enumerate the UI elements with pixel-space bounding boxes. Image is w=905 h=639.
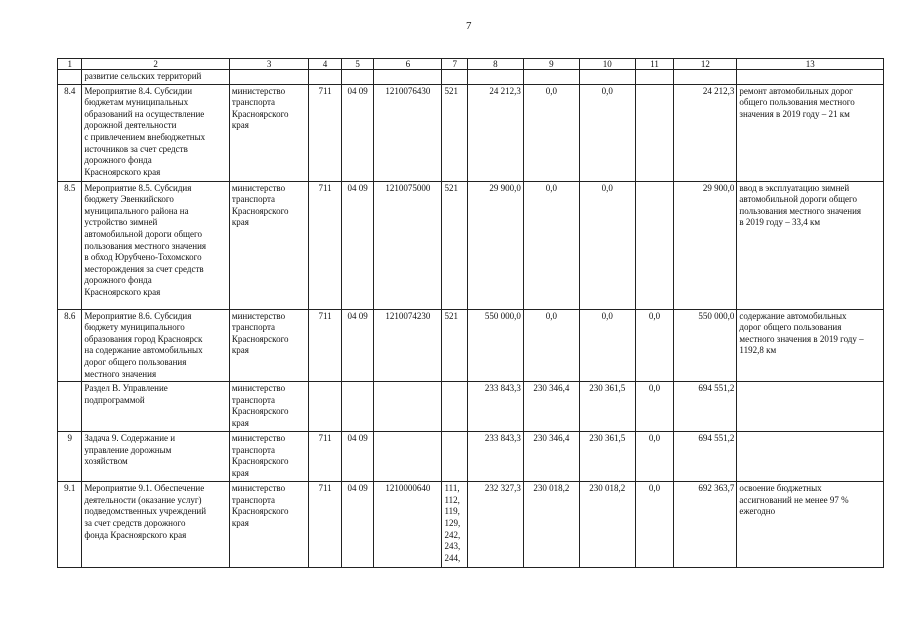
header-cell: 4 <box>309 59 342 70</box>
csr-code <box>374 432 442 482</box>
amount-2021: 0,0 <box>579 84 635 181</box>
amount-2019: 24 212,3 <box>467 84 523 181</box>
table-row <box>58 432 884 482</box>
header-cell: 1 <box>58 59 82 70</box>
executor-name: министерство транспорта Красноярского края <box>229 432 308 482</box>
rzpr-code: 04 09 <box>341 181 374 309</box>
amount-total: 694 551,2 <box>674 432 737 482</box>
amount-2019: 29 900,0 <box>467 181 523 309</box>
rzpr-code: 04 09 <box>341 309 374 382</box>
header-cell: 10 <box>579 59 635 70</box>
amount-2020: 230 346,4 <box>523 432 579 482</box>
amount-2019: 233 843,3 <box>467 382 523 432</box>
executor-name: министерство транспорта Красноярского края <box>229 382 308 432</box>
amount-2021: 230 361,5 <box>579 382 635 432</box>
row-number: 9 <box>58 432 82 482</box>
header-cell: 9 <box>523 59 579 70</box>
row-number: 8.6 <box>58 309 82 382</box>
amount-2022: 0,0 <box>635 309 674 382</box>
executor-name: министерство транспорта Красноярского края <box>229 309 308 382</box>
header-cell: 2 <box>82 59 230 70</box>
amount-2019: 233 843,3 <box>467 432 523 482</box>
amount-2021: 0,0 <box>579 309 635 382</box>
activity-name: Задача 9. Содержание и управление дорожным хозяйством <box>82 432 230 482</box>
amount-2021: 230 018,2 <box>579 482 635 568</box>
amount-total: 29 900,0 <box>674 181 737 309</box>
amount-2021: 230 361,5 <box>579 432 635 482</box>
header-cell: 3 <box>229 59 308 70</box>
amount-2021: 0,0 <box>579 181 635 309</box>
expected-result: ввод в эксплуатацию зимней автомобильной дороги общего пользования местного значения в 2019 году – 33,4 км <box>737 181 884 309</box>
csr-code: 1210074230 <box>374 309 442 382</box>
section-continuation-text: развитие сельских территорий <box>82 70 230 85</box>
vr-code: 111, 112, 119, 129, 242, 243, 244, <box>442 482 467 568</box>
amount-2020: 230 346,4 <box>523 382 579 432</box>
grbs-code: 711 <box>309 432 342 482</box>
amount-2022 <box>635 181 674 309</box>
amount-2020: 230 018,2 <box>523 482 579 568</box>
expected-result: ремонт автомобильных дорог общего пользования местного значения в 2019 году – 21 км <box>737 84 884 181</box>
grbs-code: 711 <box>309 309 342 382</box>
amount-2022 <box>635 84 674 181</box>
table-row <box>58 309 884 382</box>
csr-code: 1210076430 <box>374 84 442 181</box>
amount-2019: 550 000,0 <box>467 309 523 382</box>
expected-result <box>737 432 884 482</box>
amount-total: 24 212,3 <box>674 84 737 181</box>
vr-code <box>442 432 467 482</box>
amount-2022: 0,0 <box>635 432 674 482</box>
amount-2020: 0,0 <box>523 181 579 309</box>
rzpr-code: 04 09 <box>341 84 374 181</box>
expected-result <box>737 382 884 432</box>
activity-name: Мероприятие 8.6. Субсидия бюджету муниципального образования город Красноярск на содержание автомобильных дорог общего пользования местного значения <box>82 309 230 382</box>
rzpr-code: 04 09 <box>341 482 374 568</box>
header-cell: 13 <box>737 59 884 70</box>
grbs-code: 711 <box>309 84 342 181</box>
activity-name: Мероприятие 9.1. Обеспечение деятельности (оказание услуг) подведомственных учреждений за счет средств дорожного фонда Красноярского края <box>82 482 230 568</box>
amount-2020: 0,0 <box>523 309 579 382</box>
activity-name: Раздел В. Управление подпрограммой <box>82 382 230 432</box>
budget-table <box>57 58 884 568</box>
amount-2022: 0,0 <box>635 382 674 432</box>
rzpr-code: 04 09 <box>341 432 374 482</box>
grbs-code: 711 <box>309 181 342 309</box>
amount-total: 692 363,7 <box>674 482 737 568</box>
activity-name: Мероприятие 8.5. Субсидия бюджету Эвенкийского муниципального района на устройство зимней автомобильной дороги общего пользования местного значения в обход Юрубчено-Тохомского месторождения за счет средств дорожного фонда Красноярского края <box>82 181 230 309</box>
header-cell: 6 <box>374 59 442 70</box>
grbs-code <box>309 382 342 432</box>
row-number: 8.4 <box>58 84 82 181</box>
csr-code: 1210000640 <box>374 482 442 568</box>
activity-name: Мероприятие 8.4. Субсидии бюджетам муниципальных образований на осуществление дорожной деятельности с привлечением внебюджетных источников за счет средств дорожного фонда Красноярского края <box>82 84 230 181</box>
row-number <box>58 382 82 432</box>
executor-name: министерство транспорта Красноярского края <box>229 84 308 181</box>
executor-name: министерство транспорта Красноярского края <box>229 181 308 309</box>
vr-code: 521 <box>442 181 467 309</box>
vr-code <box>442 382 467 432</box>
table-row <box>58 181 884 309</box>
expected-result: освоение бюджетных ассигнований не менее 97 % ежегодно <box>737 482 884 568</box>
section-continuation-row <box>58 70 884 85</box>
header-row <box>58 59 884 70</box>
header-cell: 5 <box>341 59 374 70</box>
csr-code <box>374 382 442 432</box>
amount-2019: 232 327,3 <box>467 482 523 568</box>
amount-total: 550 000,0 <box>674 309 737 382</box>
vr-code: 521 <box>442 309 467 382</box>
csr-code: 1210075000 <box>374 181 442 309</box>
executor-name: министерство транспорта Красноярского края <box>229 482 308 568</box>
header-cell: 8 <box>467 59 523 70</box>
grbs-code: 711 <box>309 482 342 568</box>
vr-code: 521 <box>442 84 467 181</box>
row-number: 9.1 <box>58 482 82 568</box>
rzpr-code <box>341 382 374 432</box>
header-cell: 7 <box>442 59 467 70</box>
row-number: 8.5 <box>58 181 82 309</box>
page-number: 7 <box>466 20 472 32</box>
amount-total: 694 551,2 <box>674 382 737 432</box>
table-row <box>58 84 884 181</box>
amount-2022: 0,0 <box>635 482 674 568</box>
table-row <box>58 382 884 432</box>
expected-result: содержание автомобильных дорог общего пользования местного значения в 2019 году – 1192,8 км <box>737 309 884 382</box>
header-cell: 11 <box>635 59 674 70</box>
amount-2020: 0,0 <box>523 84 579 181</box>
table-row <box>58 482 884 568</box>
header-cell: 12 <box>674 59 737 70</box>
